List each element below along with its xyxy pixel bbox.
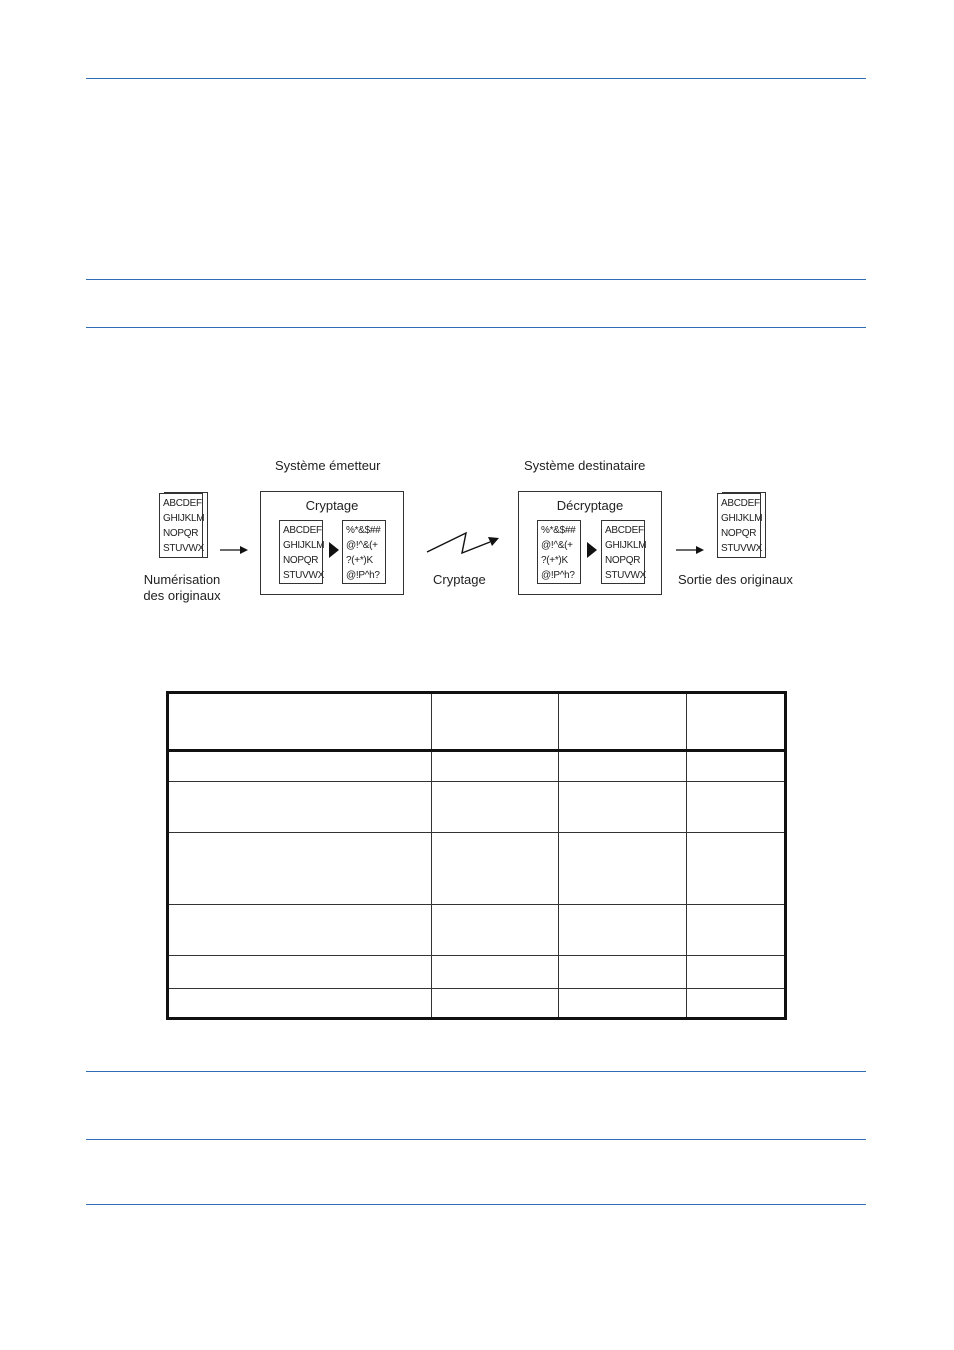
plain-text-document: ABCDEF GHIJKLM NOPQR STUVWX — [279, 520, 323, 584]
plain-text-document: ABCDEF GHIJKLM NOPQR STUVWX — [601, 520, 645, 584]
cipher-text-document: %*&$## @!^&(+ ?(+*)K @!P^h? — [537, 520, 581, 584]
table-cell — [559, 904, 687, 955]
table-cell — [559, 956, 687, 988]
table-header-row — [168, 693, 786, 751]
table-cell — [559, 781, 687, 832]
table-cell — [687, 833, 786, 905]
cipher-text-document: %*&$## @!^&(+ ?(+*)K @!P^h? — [342, 520, 386, 584]
table-cell — [559, 988, 687, 1018]
table-cell — [168, 988, 432, 1018]
table-cell — [168, 833, 432, 905]
table-row — [168, 904, 786, 955]
table-cell — [432, 904, 559, 955]
transmission-lightning-icon — [426, 528, 502, 558]
table-cell — [168, 750, 432, 781]
arrow-right-icon — [676, 543, 706, 557]
receiver-system-label: Système destinataire — [524, 458, 646, 473]
table-cell — [432, 750, 559, 781]
transmission-label: Cryptage — [433, 572, 486, 587]
table-cell — [168, 904, 432, 955]
table-cell — [687, 693, 786, 751]
table-row — [168, 833, 786, 905]
table-row — [168, 750, 786, 781]
table-cell — [432, 956, 559, 988]
output-label: Sortie des originaux — [678, 572, 793, 587]
table-row — [168, 988, 786, 1018]
decryption-title: Décryptage — [556, 498, 624, 513]
table-cell — [168, 956, 432, 988]
table-cell — [687, 904, 786, 955]
divider-rule — [86, 78, 866, 79]
table-cell — [559, 833, 687, 905]
table-cell — [168, 781, 432, 832]
table-cell — [559, 693, 687, 751]
receiver-system-box — [518, 491, 662, 595]
source-document: ABCDEF GHIJKLM NOPQR STUVWX — [159, 493, 203, 558]
table-cell — [687, 781, 786, 832]
scan-label: Numérisation des originaux — [143, 572, 221, 603]
arrow-right-icon — [220, 543, 250, 557]
sender-system-box — [260, 491, 404, 595]
play-arrow-icon — [329, 542, 339, 558]
table-cell — [687, 750, 786, 781]
table-row — [168, 956, 786, 988]
table-cell — [432, 988, 559, 1018]
settings-table — [166, 691, 787, 1020]
divider-rule — [86, 1071, 866, 1072]
divider-rule — [86, 1139, 866, 1140]
divider-rule — [86, 327, 866, 328]
sender-system-label: Système émetteur — [275, 458, 381, 473]
output-document: ABCDEF GHIJKLM NOPQR STUVWX — [717, 493, 761, 558]
divider-rule — [86, 279, 866, 280]
divider-rule — [86, 1204, 866, 1205]
table-cell — [432, 833, 559, 905]
table-row — [168, 781, 786, 832]
table-cell — [432, 781, 559, 832]
table-cell — [687, 956, 786, 988]
table-cell — [168, 693, 432, 751]
play-arrow-icon — [587, 542, 597, 558]
table-cell — [432, 693, 559, 751]
encryption-title: Cryptage — [305, 498, 359, 513]
table-cell — [559, 750, 687, 781]
table-cell — [687, 988, 786, 1018]
